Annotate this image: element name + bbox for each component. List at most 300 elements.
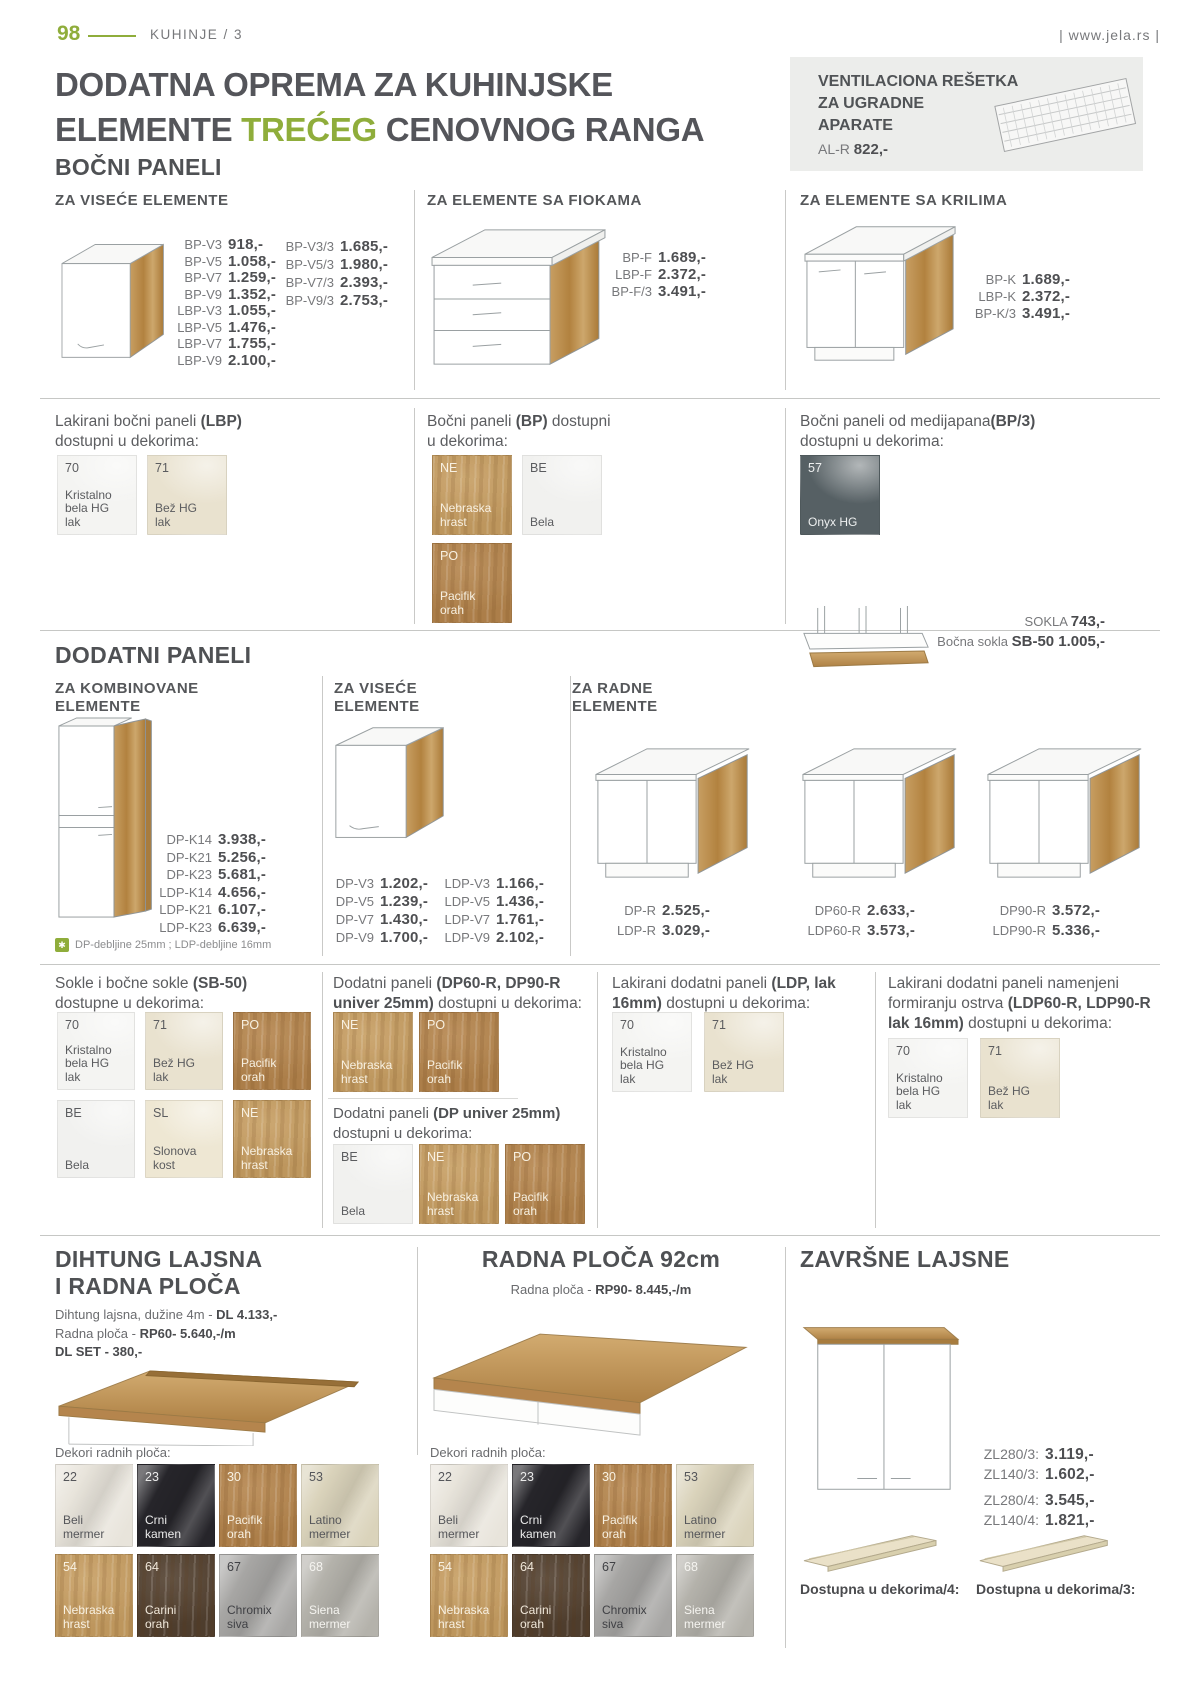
decor-swatch: [432, 543, 512, 623]
price-list-komb: [146, 832, 266, 936]
price-list-dp-visece-b: [436, 876, 544, 946]
decor-label: Pacifik orah: [602, 1513, 638, 1541]
product-code: LDP90-R: [992, 923, 1046, 938]
decor-code: 53: [684, 1470, 698, 1484]
title-text: Lakirani dodatni paneli: [612, 975, 772, 992]
title-bold: (DP60-R, DP90-R univer 25mm): [333, 975, 561, 1012]
ostrva-decors-title: [888, 974, 1160, 1034]
decor-code: 71: [988, 1044, 1002, 1058]
subheading-line: ZA RADNE: [572, 680, 653, 697]
price-row: [172, 270, 276, 286]
product-code: LDP-K14: [159, 884, 212, 900]
decor-label: Latino mermer: [309, 1513, 351, 1541]
price-row: [975, 1446, 1095, 1463]
subheading-line: ZA KOMBINOVANE: [55, 680, 199, 697]
sokla-prices: [925, 612, 1105, 652]
decor-swatch: [612, 1012, 692, 1092]
bp-decors-title: [427, 412, 612, 452]
decor-swatch: [704, 1012, 784, 1092]
base-cabinet-illustration: [592, 737, 757, 887]
product-price: 1.352,-: [228, 285, 277, 303]
dp6090-decors-title: [333, 974, 583, 1014]
subheading-krilima: ZA ELEMENTE SA KRILIMA: [800, 192, 1008, 209]
spec-price: DL 4.133,-: [216, 1307, 278, 1322]
decor-code: 22: [63, 1470, 77, 1484]
product-price: 1.821,-: [1045, 1512, 1095, 1529]
section-heading-dodatni-paneli: DODATNI PANELI: [55, 642, 252, 668]
base-cabinet-illustration: [984, 737, 1149, 887]
price-list-dp-r: [600, 903, 710, 939]
title-line2-pre: ELEMENTE: [55, 111, 242, 148]
decor-label: Nebraska hrast: [63, 1603, 115, 1631]
dp-swatches: [333, 1144, 585, 1224]
decor-code: 71: [155, 461, 169, 475]
countertop-illustration: [55, 1358, 367, 1446]
heading-zavrsne-lajsne: ZAVRŠNE LAJSNE: [800, 1246, 1010, 1272]
decor-code: NE: [440, 461, 458, 475]
decor-label: Bež HG lak: [988, 1084, 1031, 1112]
product-price: 5.256,-: [218, 848, 267, 866]
decor-label: Bež HG lak: [712, 1058, 755, 1086]
divider: [875, 972, 876, 1228]
decor-swatch: [145, 1012, 223, 1090]
product-price: 2.525,-: [662, 902, 711, 919]
price-row: [600, 284, 706, 300]
breadcrumb: KUHINJE / 3: [150, 27, 244, 42]
decor-swatch: [145, 1100, 223, 1178]
decor-code: 22: [438, 1470, 452, 1484]
product-code: BP-V5/3: [285, 257, 334, 272]
divider: [785, 190, 786, 390]
decor-code: 64: [145, 1560, 159, 1574]
product-code: LDP-K23: [159, 919, 212, 935]
price-row: [172, 287, 276, 303]
product-price: 2.102,-: [496, 929, 545, 946]
vent-box: [790, 57, 1143, 171]
title-text: dostupni u dekorima:: [333, 1125, 473, 1142]
heading-line: DIHTUNG LAJSNA: [55, 1246, 263, 1272]
sokla-label: SOKLA: [1024, 614, 1071, 629]
title-text: Lakirani bočni paneli: [55, 413, 201, 430]
title-text: dostupni u dekorima:: [55, 433, 199, 450]
decor-code: 70: [620, 1018, 634, 1032]
product-price: 2.753,-: [340, 292, 389, 309]
sokla-price: SB-50 1.005,-: [1011, 633, 1105, 650]
radna92-header: [417, 1246, 785, 1300]
decor-swatch: [512, 1554, 590, 1637]
dekorima3-block: [976, 1580, 1144, 1599]
product-code: LDP-V9: [444, 930, 490, 945]
divider: [414, 408, 415, 624]
base-cabinet-illustration: [799, 737, 964, 887]
decor-label: Bež HG lak: [155, 501, 198, 529]
price-row: [272, 239, 388, 255]
decor-label: Nebraska hrast: [341, 1058, 393, 1086]
product-code: DP-K14: [166, 832, 212, 847]
dp6090-swatches: [333, 1012, 499, 1092]
spec-line: [55, 1306, 277, 1325]
dekorima3-title: Dostupna u dekorima/3:: [976, 1581, 1136, 1597]
price-row: [172, 353, 276, 369]
subheading-line: ELEMENTE: [334, 698, 420, 715]
ldp-decors-title: [612, 974, 862, 1014]
section-rule: [40, 964, 1160, 965]
divider: [570, 676, 571, 956]
vent-title-line: APARATE: [818, 117, 893, 134]
decor-label: Chromix siva: [227, 1603, 272, 1631]
spec-line: [55, 1325, 277, 1344]
decor-label: Kristalno bela HG lak: [620, 1044, 667, 1086]
decor-code: 70: [65, 461, 79, 475]
decor-code: 30: [227, 1470, 241, 1484]
page-title: [55, 62, 704, 152]
price-row: [600, 923, 710, 939]
decor-swatch: [594, 1464, 672, 1547]
decor-swatch: [57, 1100, 135, 1178]
decor-code: 68: [309, 1560, 323, 1574]
decor-code: 70: [65, 1018, 79, 1032]
product-code: DP-V9: [335, 930, 374, 945]
decor-swatch: [419, 1144, 499, 1224]
decor-swatch: [137, 1464, 215, 1547]
subheading-line: ELEMENTE: [572, 698, 658, 715]
decor-label: Onyx HG: [808, 514, 858, 529]
divider: [322, 676, 323, 956]
price-row: [172, 237, 276, 253]
price-row: [172, 254, 276, 270]
price-row: [272, 257, 388, 273]
product-price: 2.372,-: [1022, 288, 1071, 305]
price-row: [600, 267, 706, 283]
product-price: 5.336,-: [1052, 922, 1101, 939]
product-code: LBP-F: [615, 267, 652, 282]
decor-swatch: [219, 1464, 297, 1547]
spec-text: Dihtung lajsna, dužine 4m -: [55, 1307, 217, 1322]
decor-label: Nebraska hrast: [241, 1144, 293, 1172]
title-text: dostupni u dekorima:: [661, 995, 811, 1012]
product-code: LDP-K21: [159, 902, 212, 917]
product-price: 1.476,-: [228, 318, 277, 336]
title-bold: (SB-50): [192, 975, 248, 992]
decor-code: PO: [427, 1018, 446, 1032]
sb50-swatches-row2: [57, 1100, 311, 1178]
subheading-line: ELEMENTE: [55, 698, 141, 715]
lajsna-strip-illustration: [976, 1530, 1116, 1578]
lbp-swatches: [57, 455, 227, 535]
decor-label: Latino mermer: [684, 1513, 726, 1541]
product-price: 2.372,-: [658, 266, 707, 283]
title-text: Sokle i bočne sokle: [55, 975, 193, 992]
decor-swatch: [800, 455, 880, 535]
spec-text: Radna ploča -: [510, 1282, 596, 1297]
decor-code: PO: [513, 1150, 532, 1164]
decor-label: Chromix siva: [602, 1603, 647, 1631]
doors-cabinet-illustration: [803, 215, 961, 370]
product-price: 3.572,-: [1052, 902, 1101, 919]
product-price: 1.055,-: [228, 302, 277, 319]
price-row: [146, 867, 266, 883]
title-line2-accent: TREĆEG: [241, 111, 377, 148]
decor-swatch: [333, 1012, 413, 1092]
price-row: [436, 930, 544, 946]
product-code: BP-K/3: [974, 306, 1016, 321]
sokla-price: 743,-: [1070, 613, 1105, 630]
product-code: DP-K23: [166, 867, 212, 882]
title-bold: (BP/3): [990, 413, 1036, 430]
decor-label: Kristalno bela HG lak: [65, 487, 112, 529]
lajsna-strip-illustration: [800, 1530, 945, 1578]
product-price: 3.119,-: [1045, 1446, 1094, 1463]
product-price: 1.166,-: [496, 875, 545, 892]
subheading-visece: ZA VISEĆE ELEMENTE: [55, 192, 229, 209]
price-row: [146, 832, 266, 848]
decor-label: Nebraska hrast: [438, 1603, 490, 1631]
product-code: ZL140/3:: [983, 1466, 1039, 1482]
price-row: [146, 885, 266, 901]
sokla-price-row: [925, 632, 1105, 652]
decor-code: 54: [63, 1560, 77, 1574]
product-code: BP-V7: [184, 270, 222, 285]
decor-label: Pacifik orah: [427, 1058, 463, 1086]
product-code: DP-V7: [335, 912, 374, 927]
decor-swatch: [676, 1554, 754, 1637]
product-code: LBP-K: [978, 289, 1016, 304]
product-price: 2.393,-: [340, 274, 389, 291]
vent-price: [818, 141, 888, 158]
decor-swatch: [333, 1144, 413, 1224]
product-code: BP-F/3: [611, 284, 652, 299]
wall-cabinet-illustration: [330, 716, 452, 858]
product-code: BP-V3: [184, 237, 222, 252]
footnote-text: DP-debljine 25mm ; LDP-debljine 16mm: [75, 939, 272, 951]
vent-code: AL-R: [818, 141, 850, 157]
dp-decors-title: [333, 1104, 583, 1144]
dekori-label: Dekori radnih ploča:: [55, 1445, 171, 1460]
vent-title-line: ZA UGRADNE: [818, 95, 925, 112]
decor-code: 71: [153, 1018, 167, 1032]
product-code: ZL280/3:: [983, 1446, 1039, 1462]
title-text: dostupne u dekorima:: [55, 995, 205, 1012]
price-row: [328, 876, 428, 892]
product-code: BP-V5: [184, 253, 222, 269]
decor-label: Carini orah: [520, 1603, 552, 1631]
decor-code: 67: [602, 1560, 616, 1574]
product-code: LBP-V3: [177, 303, 222, 318]
product-price: 3.545,-: [1045, 1492, 1095, 1509]
product-code: LBP-V7: [177, 336, 222, 351]
header-rule: [88, 35, 136, 37]
title-text: Bočni paneli od medijapana: [800, 413, 991, 430]
product-price: 3.938,-: [218, 831, 267, 848]
price-row: [795, 903, 915, 919]
decor-label: Siena mermer: [309, 1603, 351, 1631]
product-price: 1.602,-: [1045, 1466, 1095, 1483]
product-price: 1.685,-: [340, 238, 389, 255]
product-price: 5.681,-: [218, 866, 267, 883]
product-price: 3.573,-: [867, 922, 916, 939]
price-list-dp-visece-a: [328, 876, 428, 946]
decor-swatch: [233, 1012, 311, 1090]
title-text: Dodatni paneli: [333, 1105, 434, 1122]
decor-swatch: [55, 1464, 133, 1547]
dihtung-specs: [55, 1306, 277, 1362]
heading-dihtung: [55, 1246, 262, 1300]
decor-code: SL: [153, 1106, 169, 1120]
title-bold: (LDP, lak 16mm): [612, 975, 836, 1012]
price-row: [958, 289, 1070, 305]
decor-code: 64: [520, 1560, 534, 1574]
decor-swatch: [512, 1464, 590, 1547]
product-price: 1.239,-: [380, 893, 429, 910]
spec-price: RP60- 5.640,-/m: [139, 1325, 236, 1341]
decor-label: Bež HG lak: [153, 1056, 196, 1084]
title-line2-post: CENOVNOG RANGA: [376, 111, 705, 148]
decor-label: Nebraska hrast: [427, 1190, 479, 1218]
price-row: [975, 1492, 1095, 1509]
product-price: 1.430,-: [380, 911, 429, 928]
product-price: 1.202,-: [380, 875, 429, 892]
product-code: LDP-R: [616, 923, 656, 938]
price-row: [436, 894, 544, 910]
vent-price-value: 822,-: [853, 141, 888, 158]
product-price: 6.639,-: [218, 918, 267, 936]
product-price: 918,-: [228, 236, 264, 253]
price-row: [172, 320, 276, 336]
decor-code: 23: [145, 1470, 159, 1484]
countertop-illustration: [428, 1315, 753, 1437]
price-row: [146, 920, 266, 936]
product-code: LBP-V5: [177, 319, 222, 335]
worktop-decors-grid-left: [55, 1464, 387, 1637]
title-text: dostupni u dekorima:: [800, 433, 944, 450]
product-code: BP-V7/3: [285, 275, 334, 290]
title-line2: [55, 107, 704, 152]
product-price: 3.491,-: [1022, 305, 1071, 322]
price-row: [328, 930, 428, 946]
decor-code: NE: [427, 1150, 445, 1164]
product-code: BP-F: [622, 250, 652, 265]
decor-swatch: [980, 1038, 1060, 1118]
divider: [322, 972, 323, 1228]
product-price: 1.700,-: [380, 929, 429, 946]
product-code: LDP-V5: [444, 894, 490, 909]
product-code: LBP-V9: [177, 352, 222, 368]
title-text: dostupni u dekorima:: [433, 995, 582, 1012]
title-text: Lakirani dodatni paneli namenjeni formiranju ostrva: [888, 975, 1119, 1012]
decor-swatch: [522, 455, 602, 535]
product-price: 6.107,-: [218, 901, 267, 918]
product-code: DP-K21: [166, 849, 212, 865]
decor-code: 57: [808, 461, 822, 475]
product-price: 1.980,-: [340, 256, 389, 273]
vent-grille-illustration: [992, 63, 1138, 165]
product-price: 4.656,-: [218, 883, 267, 901]
price-row: [172, 336, 276, 352]
ostrva-swatches: [888, 1038, 1060, 1118]
subheading-dp-visece: [334, 680, 420, 716]
price-list-krilima: [958, 272, 1070, 322]
dekorima4-block: [800, 1580, 968, 1599]
product-code: DP90-R: [999, 903, 1046, 918]
product-code: DP60-R: [814, 903, 861, 918]
product-code: LDP60-R: [807, 923, 861, 938]
price-row: [975, 1512, 1095, 1529]
worktop-decors-grid-mid: [430, 1464, 762, 1637]
ldp-swatches: [612, 1012, 784, 1092]
subheading-fiokama: ZA ELEMENTE SA FIOKAMA: [427, 192, 642, 209]
decor-code: 53: [309, 1470, 323, 1484]
dekorima4-title: Dostupna u dekorima/4:: [800, 1581, 960, 1597]
decor-swatch: [55, 1554, 133, 1637]
product-price: 1.436,-: [496, 893, 545, 910]
price-row: [172, 303, 276, 319]
dekori-label: Dekori radnih ploča:: [430, 1445, 546, 1460]
decor-label: Bela: [65, 1157, 90, 1172]
decor-code: 71: [712, 1018, 726, 1032]
price-row: [980, 923, 1100, 939]
lbp-decors-title: [55, 412, 285, 452]
bp3-swatches: [800, 455, 880, 535]
vent-title-line: VENTILACIONA REŠETKA: [818, 73, 1019, 90]
decor-label: Pacifik orah: [241, 1056, 277, 1084]
title-text: dostupni u dekorima:: [427, 413, 611, 450]
price-row: [146, 850, 266, 866]
decor-label: Crni kamen: [145, 1513, 182, 1541]
sub-divider: [328, 1098, 518, 1099]
asterisk-icon: ✱: [55, 938, 69, 952]
price-row: [272, 293, 388, 309]
price-row: [795, 923, 915, 939]
decor-swatch: [430, 1464, 508, 1547]
price-row: [958, 272, 1070, 288]
decor-label: Beli mermer: [63, 1513, 105, 1541]
product-code: LDP-V7: [444, 912, 490, 927]
divider: [785, 1247, 786, 1648]
page-number: 98: [57, 22, 81, 45]
decor-code: NE: [241, 1106, 259, 1120]
sokla-illustration: [798, 606, 936, 696]
decor-swatch: [419, 1012, 499, 1092]
price-row: [272, 275, 388, 291]
decor-label: Nebraska hrast: [440, 501, 492, 529]
decor-label: Crni kamen: [520, 1513, 557, 1541]
sb50-decors-title: [55, 974, 290, 1014]
bp-swatches-row1: [432, 455, 602, 535]
sb50-swatches-row1: [57, 1012, 311, 1090]
divider: [414, 190, 415, 390]
price-row: [436, 876, 544, 892]
product-code: BP-V9/3: [285, 293, 334, 308]
decor-swatch: [57, 455, 137, 535]
product-code: DP-V5: [335, 894, 374, 909]
title-text: dostupni u dekorima:: [963, 1015, 1113, 1032]
price-row: [328, 912, 428, 928]
section-rule: [40, 1235, 1160, 1236]
sokla-label: Bočna sokla: [937, 634, 1012, 649]
title-bold: (DP univer 25mm): [433, 1105, 561, 1122]
website-link[interactable]: | www.jela.rs |: [1059, 27, 1160, 43]
decor-code: 23: [520, 1470, 534, 1484]
price-list-dp90-r: [980, 903, 1100, 939]
price-row: [975, 1466, 1095, 1483]
title-bold: (LBP): [200, 413, 242, 430]
product-code: LDP-V3: [444, 876, 490, 891]
decor-label: Pacifik orah: [227, 1513, 263, 1541]
decor-code: 54: [438, 1560, 452, 1574]
price-row: [958, 306, 1070, 322]
product-code: ZL280/4:: [983, 1492, 1039, 1508]
price-row: [600, 250, 706, 266]
